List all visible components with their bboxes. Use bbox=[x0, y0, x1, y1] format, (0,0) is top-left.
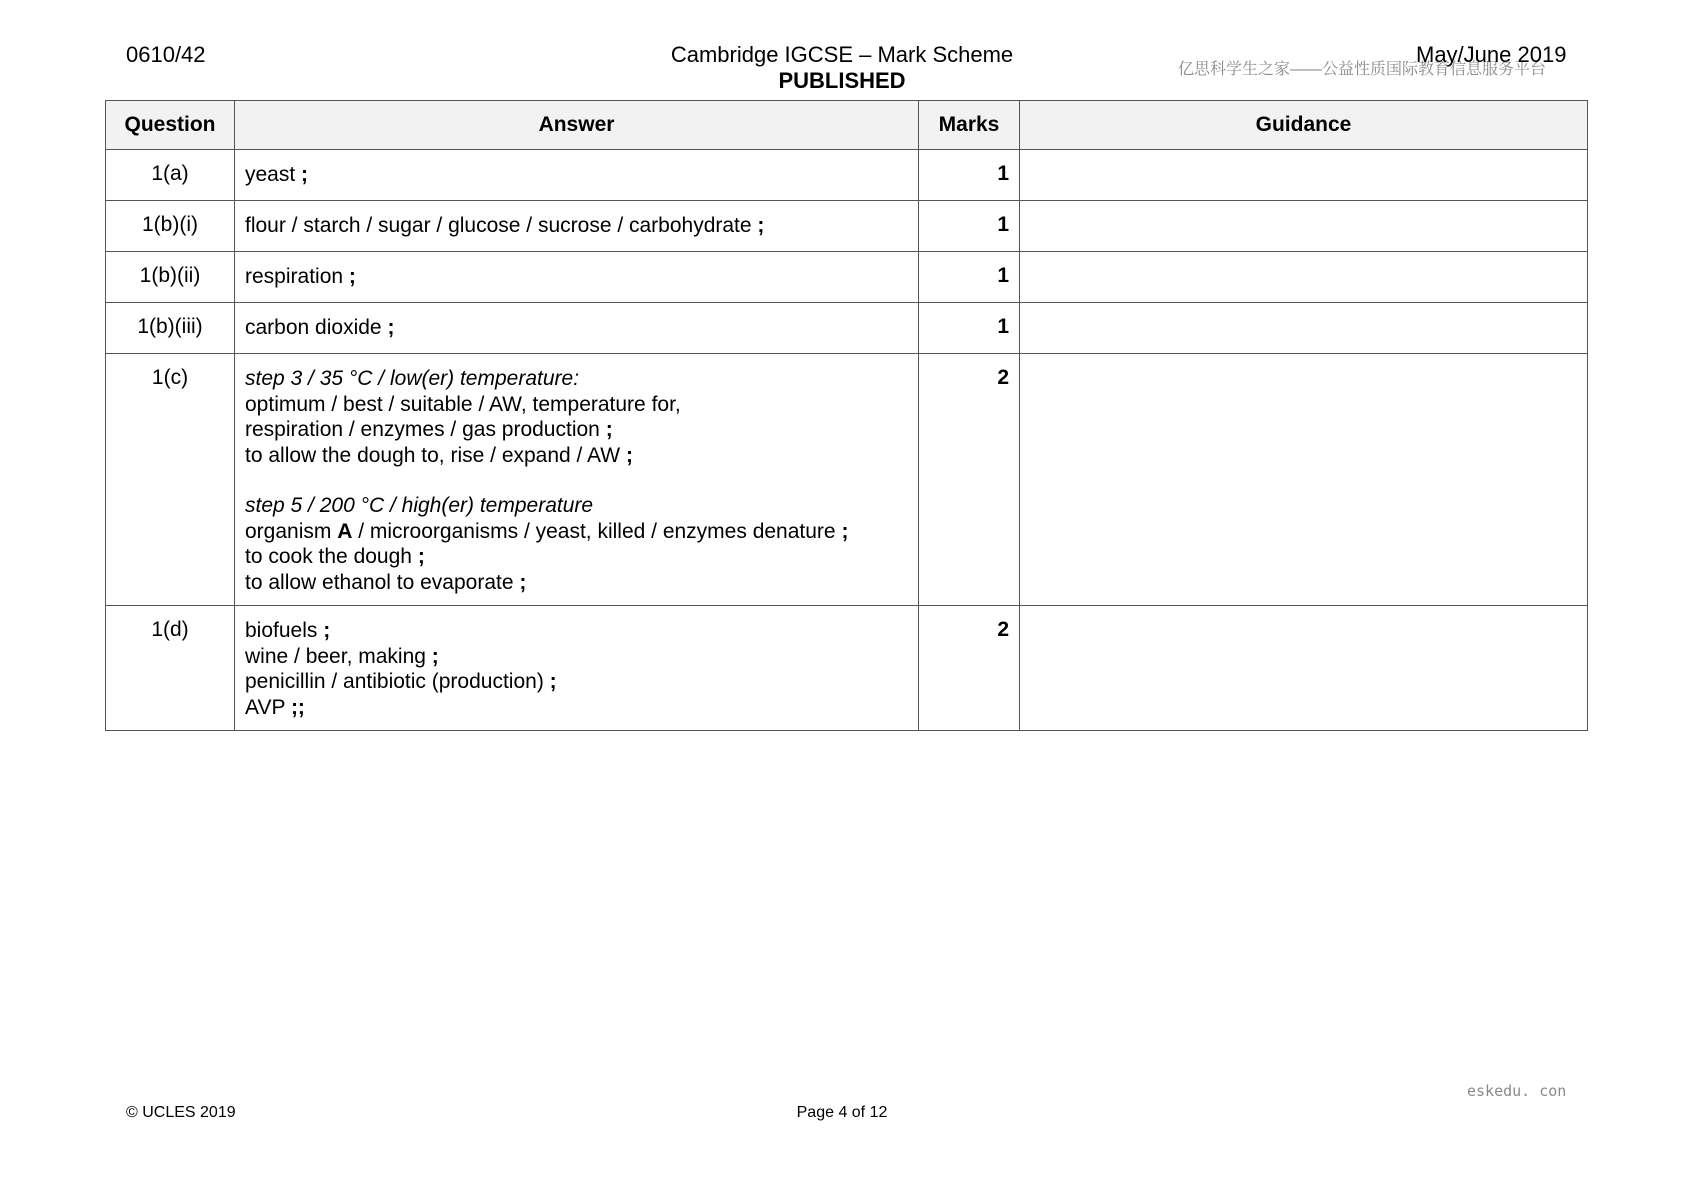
mark-point: ; bbox=[605, 418, 613, 441]
mark-point: ; bbox=[387, 316, 395, 339]
answer-line-marked bbox=[245, 669, 908, 695]
mark-point: ; bbox=[301, 163, 309, 186]
page-number: Page 4 of 12 bbox=[796, 1104, 888, 1121]
answer-line-marked bbox=[245, 570, 908, 596]
answer-text: organism bbox=[245, 519, 332, 543]
guidance-cell bbox=[1020, 303, 1588, 354]
mark-point: ; bbox=[757, 214, 765, 237]
answer-text: to allow the dough to, rise / expand / AW bbox=[245, 443, 621, 467]
table-header-row bbox=[106, 101, 1588, 150]
guidance-cell bbox=[1020, 606, 1588, 731]
question-number: 1(b)(iii) bbox=[106, 303, 235, 354]
organism-label: A bbox=[337, 519, 353, 543]
mark-point: ; bbox=[549, 670, 557, 693]
marks-value: 2 bbox=[919, 354, 1020, 606]
answer-text: wine / beer, making bbox=[245, 644, 426, 668]
answer-text: AVP bbox=[245, 695, 286, 719]
mark-point: ; bbox=[431, 644, 439, 668]
marks-value: 1 bbox=[919, 252, 1020, 303]
header-guidance: Guidance bbox=[1020, 101, 1588, 150]
double-mark-point: ;; bbox=[290, 695, 305, 719]
question-number: 1(a) bbox=[106, 150, 235, 201]
mark-point: ; bbox=[519, 570, 527, 594]
question-number: 1(c) bbox=[106, 354, 235, 606]
answer-text: to allow ethanol to evaporate bbox=[245, 570, 514, 594]
answer-text: penicillin / antibiotic (production) bbox=[245, 670, 544, 693]
marks-value: 1 bbox=[919, 201, 1020, 252]
spacer bbox=[245, 468, 908, 493]
answer-cell bbox=[235, 303, 919, 354]
answer-cell bbox=[235, 150, 919, 201]
question-number: 1(d) bbox=[106, 606, 235, 731]
document-title-block bbox=[592, 42, 1092, 94]
mark-point: ; bbox=[323, 619, 331, 642]
marks-value: 2 bbox=[919, 606, 1020, 731]
step-5-heading: step 5 / 200 °C / high(er) temperature bbox=[245, 494, 594, 517]
guidance-cell bbox=[1020, 354, 1588, 606]
guidance-cell bbox=[1020, 150, 1588, 201]
answer-text: to cook the dough bbox=[245, 545, 412, 568]
question-number: 1(b)(i) bbox=[106, 201, 235, 252]
answer-cell bbox=[235, 606, 919, 731]
marks-value: 1 bbox=[919, 150, 1020, 201]
header-answer: Answer bbox=[235, 101, 919, 150]
guidance-cell bbox=[1020, 201, 1588, 252]
step-3-heading: step 3 / 35 °C / low(er) temperature: bbox=[245, 367, 580, 390]
mark-point: ; bbox=[841, 519, 849, 543]
answer-line: optimum / best / suitable / AW, temperature for, bbox=[245, 392, 681, 416]
header-marks: Marks bbox=[919, 101, 1020, 150]
mark-point: ; bbox=[625, 443, 633, 467]
answer-line-marked bbox=[245, 544, 908, 570]
question-number: 1(b)(ii) bbox=[106, 252, 235, 303]
mark-scheme-table bbox=[105, 100, 1588, 731]
answer-text: biofuels bbox=[245, 619, 318, 642]
answer-text: / microorganisms / yeast, killed / enzymes denature bbox=[358, 519, 836, 543]
answer-line-marked bbox=[245, 417, 908, 443]
answer-cell bbox=[235, 354, 919, 606]
answer-text: respiration / enzymes / gas production bbox=[245, 418, 600, 441]
guidance-cell bbox=[1020, 252, 1588, 303]
header-question: Question bbox=[106, 101, 235, 150]
table-row bbox=[106, 150, 1588, 201]
watermark-text: 亿思科学生之家——公益性质国际教育信息服务平台 bbox=[1178, 61, 1547, 78]
copyright: © UCLES 2019 bbox=[126, 1104, 236, 1121]
published-label: PUBLISHED bbox=[778, 68, 906, 93]
table-row bbox=[106, 201, 1588, 252]
answer-text: yeast bbox=[245, 163, 296, 186]
mark-point: ; bbox=[417, 545, 425, 568]
answer-line-marked bbox=[245, 695, 908, 721]
answer-text: flour / starch / sugar / glucose / sucrose / carbohydrate bbox=[245, 214, 752, 237]
marks-value: 1 bbox=[919, 303, 1020, 354]
answer-line-marked bbox=[245, 618, 908, 644]
answer-cell bbox=[235, 252, 919, 303]
mark-point: ; bbox=[348, 265, 356, 288]
document-title: Cambridge IGCSE – Mark Scheme bbox=[670, 42, 1014, 67]
table-row bbox=[106, 606, 1588, 731]
document-code: 0610/42 bbox=[126, 42, 206, 67]
answer-line-marked bbox=[245, 519, 908, 545]
table-row bbox=[106, 252, 1588, 303]
answer-text: respiration bbox=[245, 265, 344, 288]
answer-line-marked bbox=[245, 644, 908, 670]
exam-session: May/June 2019 bbox=[1416, 42, 1567, 67]
answer-line-marked bbox=[245, 443, 908, 469]
site-watermark: eskedu. con bbox=[1467, 1082, 1567, 1100]
answer-text: carbon dioxide bbox=[245, 316, 382, 339]
table-row bbox=[106, 354, 1588, 606]
answer-cell bbox=[235, 201, 919, 252]
table-row bbox=[106, 303, 1588, 354]
